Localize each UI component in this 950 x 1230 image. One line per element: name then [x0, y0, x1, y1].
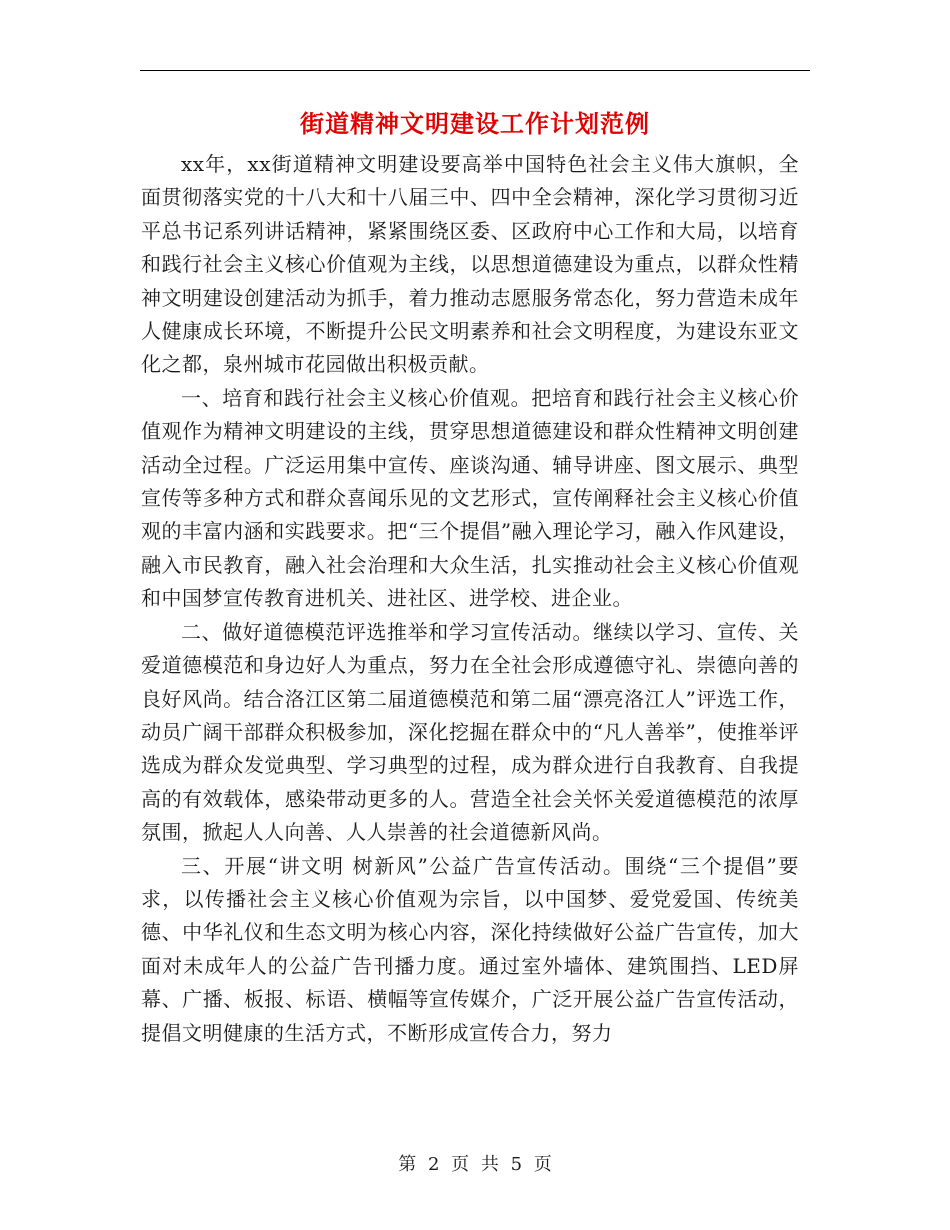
document-body	[141, 148, 799, 1050]
document-title: 街道精神文明建设工作计划范例	[300, 110, 650, 138]
body-paragraph-section-2: 二、做好道德模范评选推举和学习宣传活动。继续以学习、宣传、关爱道德模范和身边好人为重点，努力在全社会形成遵德守礼、崇德向善的良好风尚。结合洛江区第二届道德模范和第二届“漂亮洛江人”评选工作，动员广阔干部群众积极参加，深化挖掘在群众中的“凡人善举”，使推举评选成为群众发觉典型、学习典型的过程，成为群众进行自我教育、自我提高的有效载体，感染带动更多的人。营造全社会关怀关爱道德模范的浓厚氛围，掀起人人向善、人人崇善的社会道德新风尚。	[141, 619, 799, 845]
body-paragraph-intro: xx年，xx街道精神文明建设要高举中国特色社会主义伟大旗帜，全面贯彻落实党的十八大和十八届三中、四中全会精神，深化学习贯彻习近平总书记系列讲话精神，紧紧围绕区委、区政府中心工作和大局，以培育和践行社会主义核心价值观为主线，以思想道德建设为重点，以群众性精神文明建设创建活动为抓手，着力推动志愿服务常态化，努力营造未成年人健康成长环境，不断提升公民文明素养和社会文明程度，为建设东亚文化之都，泉州城市花园做出积极贡献。	[141, 152, 799, 377]
body-paragraph-section-1: 一、培育和践行社会主义核心价值观。把培育和践行社会主义核心价值观作为精神文明建设的主线，贯穿思想道德建设和群众性精神文明创建活动全过程。广泛运用集中宣传、座谈沟通、辅导讲座、图文展示、典型宣传等多种方式和群众喜闻乐见的文艺形式，宣传阐释社会主义核心价值观的丰富内涵和实践要求。把“三个提倡”融入理论学习，融入作风建设，融入市民教育，融入社会治理和大众生活，扎实推动社会主义核心价值观和中国梦宣传教育进机关、进社区、进学校、进企业。	[141, 385, 799, 611]
body-paragraph-section-3: 三、开展“讲文明 树新风”公益广告宣传活动。围绕“三个提倡”要求，以传播社会主义核心价值观为宗旨，以中国梦、爱党爱国、传统美德、中华礼仪和生态文明为核心内容，深化持续做好公益广告宣传，加大面对未成年人的公益广告刊播力度。通过室外墙体、建筑围挡、LED屏幕、广播、板报、标语、横幅等宣传媒介，广泛开展公益广告宣传活动，提倡文明健康的生活方式，不断形成宣传合力，努力	[141, 853, 799, 1045]
page-number-footer: 第 2 页 共 5 页	[398, 1154, 552, 1175]
header-rule	[140, 70, 810, 71]
